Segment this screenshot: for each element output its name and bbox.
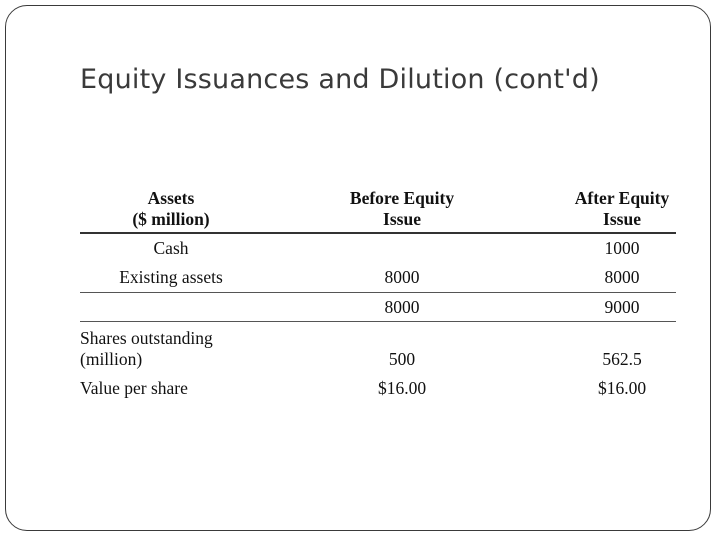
header-after-line2: Issue: [603, 209, 641, 229]
total-after-value: 9000: [604, 297, 640, 317]
shares-after-value: 562.5: [602, 349, 642, 369]
row-label-cash: Cash: [153, 238, 189, 258]
table-header-row: [80, 188, 676, 234]
existing-assets-after-value: 8000: [604, 267, 640, 287]
dilution-table: [80, 188, 676, 404]
header-before-line1: Before Equity: [349, 188, 455, 208]
table-row-total-assets: [80, 292, 676, 322]
header-after-line1: After Equity: [574, 188, 670, 208]
row-label-existing-assets: Existing assets: [119, 267, 223, 287]
table-row-existing-assets: [80, 263, 676, 292]
total-before-value: 8000: [384, 297, 420, 317]
value-per-share-before: $16.00: [377, 378, 427, 398]
cash-after-value: 1000: [604, 238, 640, 258]
header-before-line2: Issue: [383, 209, 421, 229]
header-after-equity-issue: [566, 188, 678, 230]
shares-label-line2: (million): [80, 349, 143, 369]
existing-assets-before-value: 8000: [384, 267, 420, 287]
value-per-share-after: $16.00: [597, 378, 647, 398]
table-row-value-per-share: [80, 376, 676, 404]
shares-before-value: 500: [388, 349, 416, 369]
header-assets-line1: Assets: [147, 188, 195, 208]
slide-title: Equity Issuances and Dilution (cont'd): [80, 64, 600, 95]
row-label-value-per-share: Value per share: [80, 378, 188, 398]
header-before-equity-issue: [342, 188, 462, 230]
table-row-shares-outstanding: [80, 326, 676, 376]
table-row-cash: [80, 234, 676, 263]
header-assets-line2: ($ million): [132, 209, 210, 229]
row-label-shares-outstanding: [80, 328, 280, 370]
shares-label-line1: Shares outstanding: [80, 328, 213, 348]
header-assets: [80, 188, 262, 230]
